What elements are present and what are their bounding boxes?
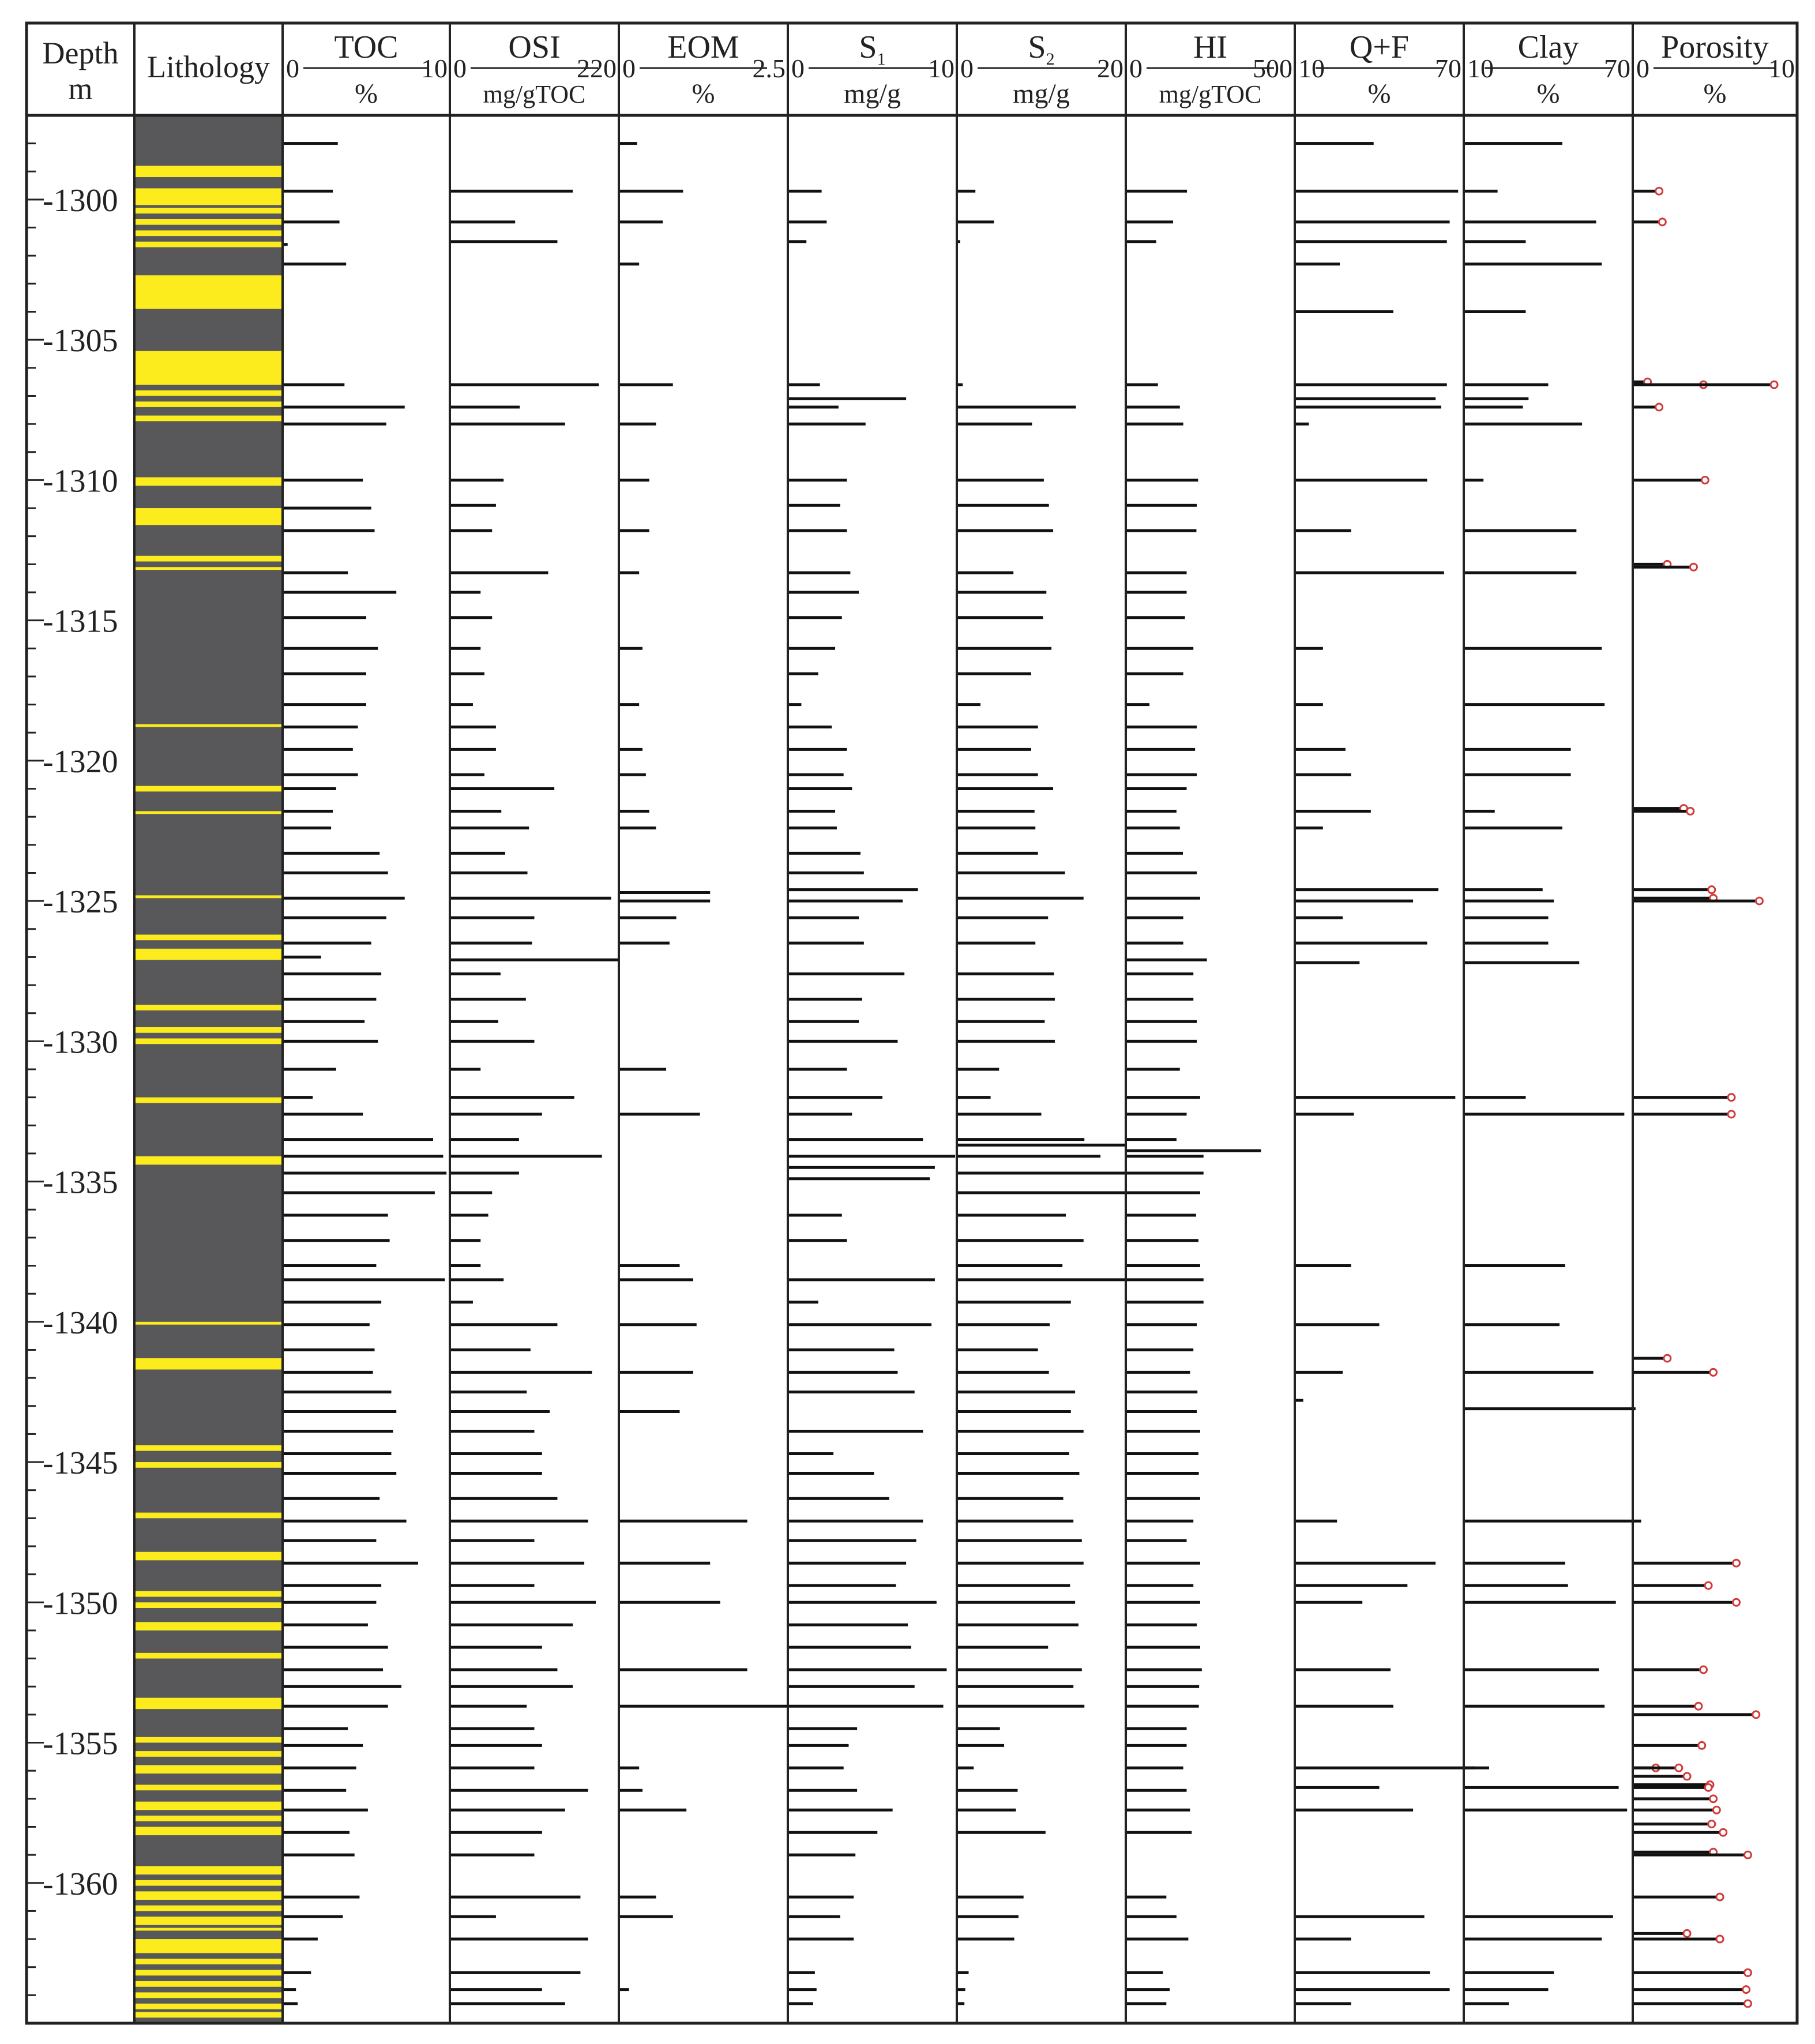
toc-scale-max: 10	[421, 54, 448, 83]
porosity-point-marker	[1656, 187, 1663, 194]
porosity-point-marker	[1708, 886, 1715, 893]
osi-header-title: OSI	[508, 29, 561, 65]
depth-tick-label: -1340	[43, 1305, 118, 1341]
lithology-sand-layer	[134, 478, 283, 486]
porosity-point-marker	[1745, 2000, 1752, 2007]
lithology-sand-layer	[134, 1939, 283, 1953]
porosity-point-marker	[1733, 1560, 1740, 1566]
lithology-sand-layer	[134, 1981, 283, 1987]
porosity-point-marker	[1745, 1851, 1752, 1858]
qf-scale-max: 70	[1435, 54, 1461, 83]
lithology-sand-layer	[134, 1322, 283, 1325]
porosity-point-marker	[1743, 1986, 1750, 1993]
depth-tick-label: -1350	[43, 1585, 118, 1622]
lithology-header-title: Lithology	[147, 50, 270, 84]
s2-header	[960, 29, 1123, 109]
lithology-sand-layer	[134, 1959, 283, 1964]
frame-border	[27, 23, 1797, 2023]
lithology-sand-layer	[134, 1866, 283, 1875]
qf-scale-min: 10	[1298, 54, 1325, 83]
lithology-sand-layer	[134, 390, 283, 396]
toc-header-title: TOC	[334, 29, 399, 65]
porosity-point-marker	[1710, 1369, 1717, 1376]
track-s2	[957, 191, 1126, 2004]
porosity-scale-min: 0	[1636, 54, 1649, 83]
lithology-sand-layer	[134, 1005, 283, 1010]
grid-lines	[27, 23, 1797, 2023]
depth-header-title: Depth	[42, 36, 119, 70]
clay-header	[1467, 29, 1630, 109]
depth-tick-label: -1310	[43, 463, 118, 499]
lithology-sand-layer	[134, 1027, 283, 1033]
lithology-sand-layer	[134, 1891, 283, 1900]
porosity-point-marker	[1745, 1969, 1752, 1976]
lithology-sand-layer	[134, 2004, 283, 2009]
lithology-sand-layer	[134, 1917, 283, 1925]
lithology-sand-layer	[134, 508, 283, 525]
lithology-sand-layer	[134, 1827, 283, 1835]
lithology-sand-layer	[134, 416, 283, 422]
lithology-sand-layer	[134, 1156, 283, 1165]
osi-scale-max: 220	[577, 54, 617, 83]
lithology-sand-layer	[134, 351, 283, 385]
porosity-point-marker	[1705, 1784, 1712, 1791]
osi-scale-min: 0	[453, 54, 467, 83]
lithology-sand-layer	[134, 895, 283, 898]
track-hi	[1126, 191, 1261, 2004]
hi-scale-max: 500	[1253, 54, 1292, 83]
lithology-sand-layer	[134, 811, 283, 814]
porosity-point-marker	[1753, 1711, 1760, 1718]
lithology-sand-layer	[134, 1038, 283, 1044]
lithology-sand-layer	[134, 1751, 283, 1757]
depth-tick-label: -1360	[43, 1866, 118, 1902]
s2-header-unit: mg/g	[1013, 78, 1070, 109]
lithology-sand-layer	[134, 275, 283, 309]
s1-scale-max: 10	[928, 54, 955, 83]
lithology-sand-layer	[134, 1358, 283, 1369]
lithology-sand-layer	[134, 2012, 283, 2018]
track-osi	[450, 191, 619, 2004]
lithology-sand-layer	[134, 1462, 283, 1468]
qf-header-title: Q+F	[1349, 29, 1410, 65]
osi-header-unit: mg/gTOC	[483, 80, 586, 108]
lithology-sand-layer	[134, 1622, 283, 1630]
depth-tick-label: -1355	[43, 1726, 118, 1762]
depth-tick-label: -1300	[43, 182, 118, 219]
porosity-point-marker	[1700, 1666, 1707, 1673]
lithology-sand-layer	[134, 1653, 283, 1659]
porosity-header-unit: %	[1703, 78, 1727, 109]
porosity-point-marker	[1687, 807, 1694, 814]
porosity-point-marker	[1675, 1764, 1682, 1771]
porosity-point-marker	[1716, 1893, 1723, 1900]
clay-scale-max: 70	[1604, 54, 1630, 83]
eom-header-title: EOM	[667, 29, 739, 65]
hi-header-unit: mg/gTOC	[1159, 80, 1262, 108]
porosity-header-title: Porosity	[1661, 29, 1769, 65]
lithology-sand-layer	[134, 1445, 283, 1451]
lithology-sand-layer	[134, 219, 283, 225]
lithology-sand-layer	[134, 1513, 283, 1519]
eom-header	[622, 29, 786, 109]
s1-header-title: $S_1$	[859, 29, 886, 69]
lithology-sand-layer	[134, 1928, 283, 1931]
depth-tick-label: -1330	[43, 1024, 118, 1061]
lithology-sand-layer	[134, 242, 283, 247]
depth-tick-label: -1320	[43, 743, 118, 780]
lithology-sand-layer	[134, 1906, 283, 1911]
porosity-point-marker	[1710, 1795, 1717, 1802]
qf-header	[1298, 29, 1461, 109]
lithology-sand-layer	[134, 1591, 283, 1597]
depth-header-unit: m	[68, 72, 93, 106]
porosity-point-marker	[1656, 404, 1663, 411]
porosity-point-marker	[1684, 1773, 1690, 1780]
porosity-point-marker	[1690, 563, 1697, 570]
s1-scale-min: 0	[791, 54, 805, 83]
s1-header-unit: mg/g	[844, 78, 901, 109]
lithology-sand-layer	[134, 401, 283, 407]
lithology-sand-layer	[134, 1737, 283, 1743]
lithology-sand-layer	[134, 556, 283, 562]
porosity-point-marker	[1705, 1582, 1712, 1589]
track-s1	[788, 191, 955, 2004]
porosity-point-marker	[1771, 381, 1778, 388]
lithology-sand-layer	[134, 724, 283, 727]
porosity-point-marker	[1720, 1829, 1727, 1836]
lithology-sand-layer	[134, 1992, 283, 1998]
lithology-sand-layer	[134, 1552, 283, 1561]
lithology-sand-layer	[134, 949, 283, 960]
eom-header-unit: %	[692, 78, 715, 109]
porosity-point-marker	[1728, 1111, 1735, 1118]
lithology-sand-layer	[134, 1602, 283, 1608]
hi-header	[1129, 29, 1292, 108]
porosity-point-marker	[1695, 1703, 1702, 1709]
s2-scale-max: 20	[1097, 54, 1123, 83]
clay-header-unit: %	[1536, 78, 1560, 109]
qf-header-unit: %	[1367, 78, 1391, 109]
osi-header	[453, 29, 617, 108]
s2-header-title: $S_2$	[1028, 29, 1055, 69]
porosity-point-marker	[1659, 219, 1666, 226]
porosity-point-marker	[1708, 1821, 1715, 1828]
track-clay	[1464, 144, 1641, 2004]
toc-scale-min: 0	[286, 54, 299, 83]
porosity-point-marker	[1716, 1936, 1723, 1942]
lithology-sand-layer	[134, 934, 283, 940]
lithology-sand-layer	[134, 1098, 283, 1103]
eom-scale-min: 0	[622, 54, 636, 83]
depth-tick-label: -1345	[43, 1445, 118, 1482]
lithology-sand-layer	[134, 567, 283, 570]
lithology-sand-layer	[134, 166, 283, 177]
porosity-point-marker	[1733, 1599, 1740, 1606]
depth-tick-label: -1335	[43, 1164, 118, 1201]
hi-scale-min: 0	[1129, 54, 1143, 83]
porosity-point-marker	[1684, 1930, 1690, 1937]
clay-scale-min: 10	[1467, 54, 1494, 83]
porosity-point-marker	[1713, 1806, 1720, 1813]
eom-scale-max: 2.5	[752, 54, 786, 83]
porosity-header	[1636, 29, 1795, 109]
depth-axis	[27, 115, 118, 2023]
track-porosity	[1633, 187, 1778, 2007]
lithology-sand-layer	[134, 1698, 283, 1709]
lithology-sand-layer	[134, 1970, 283, 1976]
lithology-sand-layer	[134, 1785, 283, 1791]
depth-tick-label: -1325	[43, 884, 118, 920]
s1-header	[791, 29, 955, 109]
track-eom	[619, 144, 788, 1990]
track-qf	[1295, 144, 1489, 2004]
lithology-sand-layer	[134, 1880, 283, 1886]
lithology-sand-layer	[134, 1802, 283, 1810]
track-toc	[283, 144, 446, 2004]
s2-scale-min: 0	[960, 54, 974, 83]
porosity-point-marker	[1701, 476, 1708, 483]
porosity-point-marker	[1728, 1094, 1735, 1101]
lithology-sand-layer	[134, 1816, 283, 1821]
porosity-scale-max: 10	[1768, 54, 1795, 83]
toc-header	[286, 29, 448, 109]
depth-tick-label: -1315	[43, 603, 118, 640]
toc-header-unit: %	[355, 78, 378, 109]
depth-tick-label: -1305	[43, 323, 118, 359]
lithology-sand-layer	[134, 188, 283, 205]
porosity-point-marker	[1756, 897, 1763, 904]
lithology-sand-layer	[134, 230, 283, 236]
lithology-sand-layer	[134, 1765, 283, 1774]
hi-header-title: HI	[1193, 29, 1228, 65]
lithology-sand-layer	[134, 786, 283, 792]
clay-header-title: Clay	[1517, 29, 1579, 65]
porosity-point-marker	[1664, 1355, 1671, 1362]
porosity-point-marker	[1698, 1742, 1705, 1749]
lithology-sand-layer	[134, 208, 283, 214]
